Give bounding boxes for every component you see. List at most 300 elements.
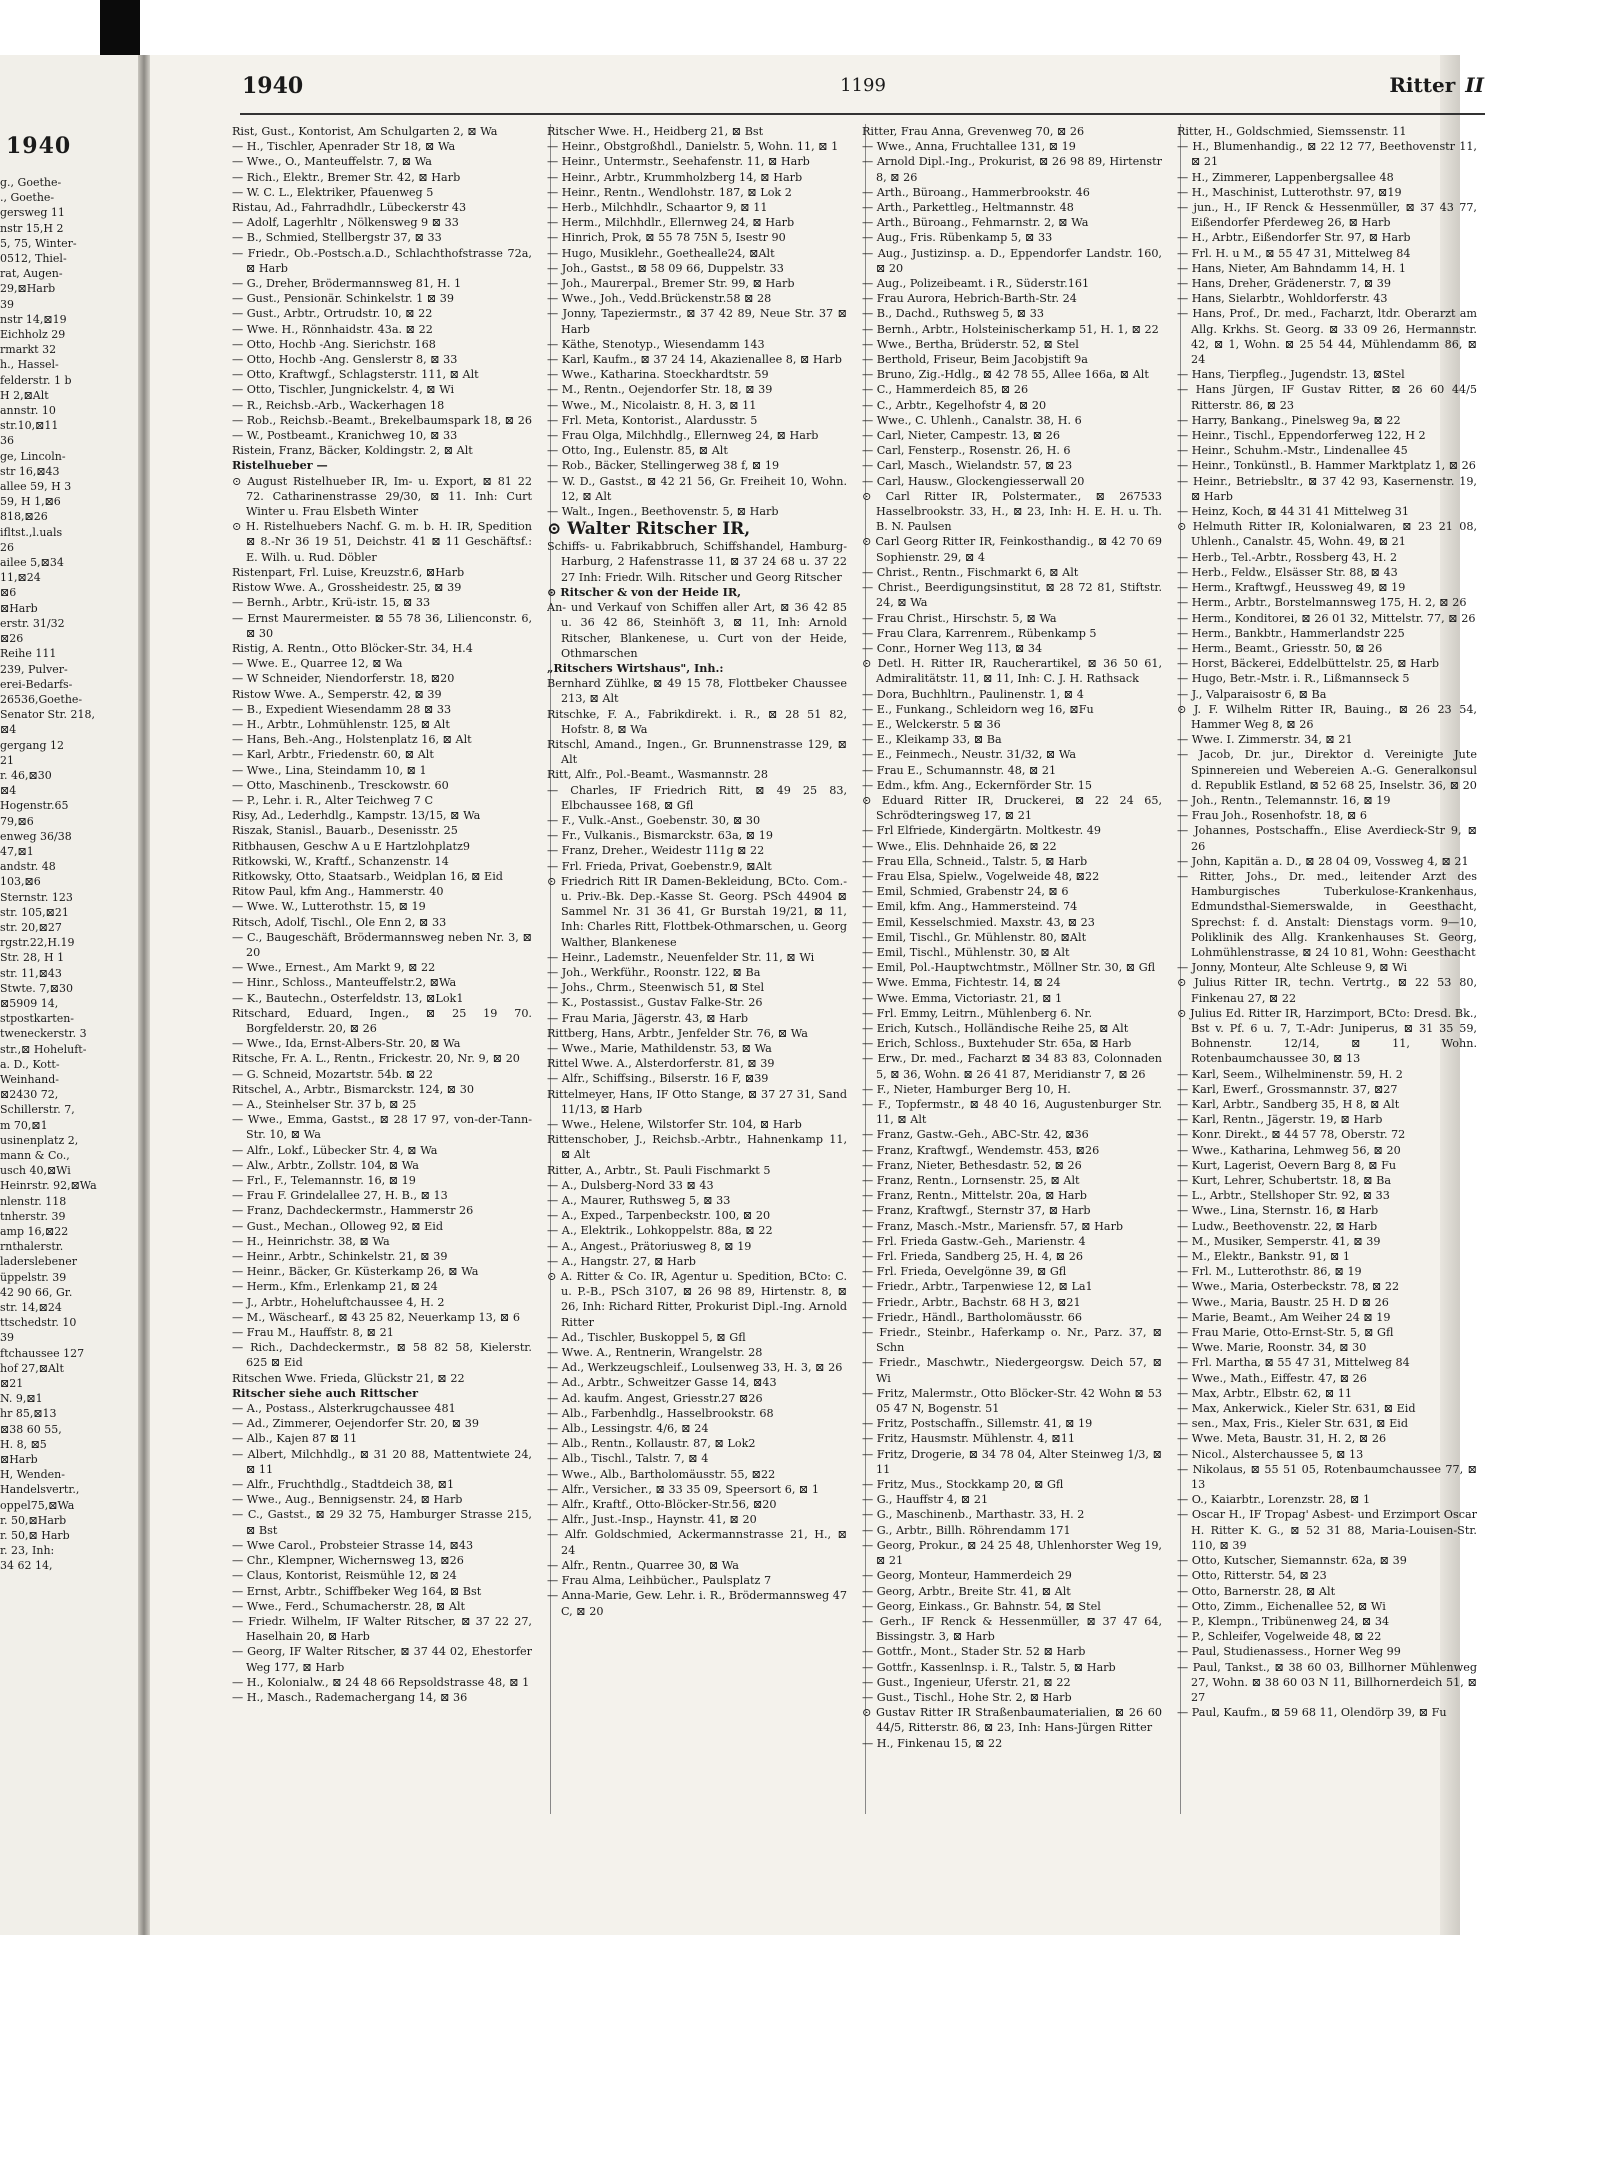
left-page-fragment: Heinrstr. 92,⊠Wa bbox=[0, 1179, 97, 1193]
left-page-fragment: 0512, Thiel- bbox=[0, 252, 67, 266]
left-page-fragment: erstr. 31/32 bbox=[0, 616, 65, 630]
directory-entry: — Kurt, Lehrer, Schubertstr. 18, ⊠ Ba bbox=[1177, 1174, 1392, 1188]
left-page-fragment: nlenstr. 118 bbox=[0, 1194, 67, 1208]
directory-entry: — G., Maschinenb., Marthastr. 33, H. 2 bbox=[862, 1508, 1085, 1522]
directory-entry: — Herb., Feldw., Elsässer Str. 88, ⊠ 43 bbox=[1177, 565, 1398, 579]
directory-entry: — M., Musiker, Semperstr. 41, ⊠ 39 bbox=[1177, 1234, 1381, 1248]
directory-entry: Ritsch, Adolf, Tischl., Ole Enn 2, ⊠ 33 bbox=[232, 915, 447, 929]
directory-entry: — Wwe., Bertha, Brüderstr. 52, ⊠ Stel bbox=[862, 337, 1079, 351]
left-page-fragment: 11,⊠24 bbox=[0, 571, 41, 585]
directory-entry: — Franz, Dachdeckermstr., Hammerstr 26 bbox=[232, 1204, 474, 1218]
directory-entry: — Franz, Nieter, Bethesdastr. 52, ⊠ 26 bbox=[862, 1158, 1082, 1172]
directory-entry: — Max, Ankerwick., Kieler Str. 631, ⊠ Eid bbox=[1177, 1402, 1416, 1416]
directory-entry: — Heinr., Arbtr., Schinkelstr. 21, ⊠ 39 bbox=[232, 1250, 448, 1264]
directory-entry: — Otto, Tischler, Jungnickelstr. 4, ⊠ Wi bbox=[232, 383, 455, 397]
directory-entry: — Harry, Bankang., Pinelsweg 9a, ⊠ 22 bbox=[1177, 413, 1401, 427]
left-page-fragment: 818,⊠26 bbox=[0, 510, 48, 524]
directory-entry: Ritbhausen, Geschw A u E Hartzlohplatz9 bbox=[232, 839, 471, 853]
directory-entry: — Herm., Kraftwgf., Heussweg 49, ⊠ 19 bbox=[1177, 581, 1406, 595]
left-page-fragment: ., Goethe- bbox=[0, 191, 55, 205]
left-page-fragment: gergang 12 bbox=[0, 738, 65, 752]
directory-entry: ⊙ J. F. Wilhelm Ritter IR, Bauing., ⊠ 26 23 54, Hammer Weg 8, ⊠ 26 bbox=[1177, 702, 1477, 731]
directory-entry: — Gottfr., Mont., Stader Str. 52 ⊠ Harb bbox=[862, 1645, 1086, 1659]
directory-entry: — Aug., Fris. Rübenkamp 5, ⊠ 33 bbox=[862, 231, 1053, 245]
left-page-fragment: ⊠5909 14, bbox=[0, 996, 59, 1010]
left-page-fragments bbox=[0, 175, 140, 1574]
directory-entry: — Franz, Kraftwgf., Sternstr 37, ⊠ Harb bbox=[862, 1204, 1091, 1218]
left-page-fragment: 5, 75, Winter- bbox=[0, 236, 77, 250]
left-page-fragment: r. 23, Inh: bbox=[0, 1544, 55, 1558]
directory-entry: — Otto, Hochb -Ang. Sierichstr. 168 bbox=[232, 337, 436, 351]
directory-entry: Rittberg, Hans, Arbtr., Jenfelder Str. 76, ⊠ Wa bbox=[547, 1026, 808, 1040]
directory-entry: ⊙ Friedrich Ritt IR Damen-Bekleidung, BCto. Com.-u. Priv.-Bk. Dep.-Kasse St. Georg. PSch 44904 ⊠ Sammel Nr. 31 36 41, Gr Burstah 19/21, ⊠ 11, Inh: Charles Ritt, Flottbek-Othmarschen, u. Georg Walther, Blankenese bbox=[547, 874, 847, 949]
left-page-fragment: gersweg 11 bbox=[0, 206, 65, 220]
directory-entry: — Heinr., Untermstr., Seehafenstr. 11, ⊠ Harb bbox=[547, 155, 810, 169]
directory-entry: — Carl, Fensterp., Rosenstr. 26, H. 6 bbox=[862, 444, 1071, 458]
left-page-fragment: h., Hassel- bbox=[0, 358, 59, 372]
left-page-fragment: 36 bbox=[0, 434, 14, 448]
left-page-fragment: ⊠4 bbox=[0, 723, 17, 737]
directory-column-2 bbox=[547, 124, 847, 1814]
directory-entry: — H., Zimmerer, Lappenbergsallee 48 bbox=[1177, 170, 1394, 184]
directory-entry: — Frau Christ., Hirschstr. 5, ⊠ Wa bbox=[862, 611, 1057, 625]
directory-entry: Ritter, H., Goldschmied, Siemssenstr. 11 bbox=[1177, 125, 1407, 138]
directory-entry: — jun., H., IF Renck & Hessenmüller, ⊠ 37 43 77, Eißendorfer Pferdeweg 26, ⊠ Harb bbox=[1177, 201, 1477, 230]
left-page-fragment: ⊠26 bbox=[0, 632, 24, 646]
left-page-fragment: ⊠Harb bbox=[0, 601, 38, 615]
left-page-fragment: 26536,Goethe- bbox=[0, 692, 83, 706]
directory-entry: Ritscher Wwe. H., Heidberg 21, ⊠ Bst bbox=[547, 125, 764, 138]
directory-entry: — M., Wäschearf., ⊠ 43 25 82, Neuerkamp 13, ⊠ 6 bbox=[232, 1310, 520, 1324]
directory-entry: — P., Schleifer, Vogelweide 48, ⊠ 22 bbox=[1177, 1630, 1382, 1644]
left-page-fragment: tweneckerstr. 3 bbox=[0, 1027, 87, 1041]
directory-entry: — Hinrich, Prok, ⊠ 55 78 75N 5, Isestr 90 bbox=[547, 231, 786, 245]
directory-entry: — Wwe. H., Rönnhaidstr. 43a. ⊠ 22 bbox=[232, 322, 433, 336]
directory-entry: — Wwe. Marie, Roonstr. 34, ⊠ 30 bbox=[1177, 1341, 1367, 1355]
directory-entry: — B., Dachd., Ruthsweg 5, ⊠ 33 bbox=[862, 307, 1044, 321]
directory-entry: — Conr., Horner Weg 113, ⊠ 34 bbox=[862, 641, 1043, 655]
directory-entry: — Georg, Arbtr., Breite Str. 41, ⊠ Alt bbox=[862, 1584, 1071, 1598]
directory-entry: — Kurt, Lagerist, Oevern Barg 8, ⊠ Fu bbox=[1177, 1158, 1397, 1172]
directory-entry: — Wwe., O., Manteuffelstr. 7, ⊠ Wa bbox=[232, 155, 432, 169]
directory-entry: — Frl. H. u M., ⊠ 55 47 31, Mittelweg 84 bbox=[1177, 246, 1411, 260]
left-page-fragment: enweg 36/38 bbox=[0, 829, 72, 843]
directory-entry: Ritsche, Fr. A. L., Rentn., Frickestr. 20, Nr. 9, ⊠ 20 bbox=[232, 1052, 520, 1066]
directory-entry: — Hans, Dreher, Grädenerstr. 7, ⊠ 39 bbox=[1177, 277, 1391, 291]
directory-entry: — Arth., Büroang., Fehmarnstr. 2, ⊠ Wa bbox=[862, 216, 1089, 230]
directory-entry: — Wwe., Emma, Gastst., ⊠ 28 17 97, von-der-Tann-Str. 10, ⊠ Wa bbox=[232, 1113, 532, 1142]
page-header bbox=[242, 73, 1484, 109]
directory-entry: — Paul, Tankst., ⊠ 38 60 03, Billhorner Mühlenweg 27, Wohn. ⊠ 38 60 03 N 11, Billhornerdeich 51, ⊠ 27 bbox=[1177, 1660, 1477, 1704]
directory-entry: — Frau Elsa, Spielw., Vogelweide 48, ⊠22 bbox=[862, 869, 1100, 883]
directory-entry: — Wwe., Katharina, Lehmweg 56, ⊠ 20 bbox=[1177, 1143, 1401, 1157]
directory-entry: — A., Exped., Tarpenbeckstr. 100, ⊠ 20 bbox=[547, 1209, 771, 1223]
directory-entry: — Heinr., Schuhm.-Mstr., Lindenallee 45 bbox=[1177, 444, 1408, 458]
left-page-fragment: Senator Str. 218, bbox=[0, 708, 95, 722]
directory-entry: ⊙ Walter Ritscher IR, bbox=[547, 519, 751, 540]
directory-entry: — Frl. Emmy, Leitrn., Mühlenberg 6. Nr. bbox=[862, 1006, 1093, 1020]
directory-entry: ⊙ Detl. H. Ritter IR, Raucherartikel, ⊠ 36 50 61, Admiralitätstr. 11, ⊠ 11, Inh: C. J. H. Rathsack bbox=[862, 657, 1162, 686]
directory-entry: — Emil, kfm. Ang., Hammersteind. 74 bbox=[862, 900, 1078, 914]
directory-entry: — Wwe Carol., Probsteier Strasse 14, ⊠43 bbox=[232, 1538, 474, 1552]
directory-entry: — A., Postass., Alsterkrugchaussee 481 bbox=[232, 1402, 456, 1416]
directory-entry: — Dora, Buchhltrn., Paulinenstr. 1, ⊠ 4 bbox=[862, 687, 1084, 701]
directory-entry: — F., Topfermstr., ⊠ 48 40 16, Augustenburger Str. 11, ⊠ Alt bbox=[862, 1098, 1162, 1127]
directory-entry: — Fritz, Malermstr., Otto Blöcker-Str. 42 Wohn ⊠ 53 05 47 N, Bogenstr. 51 bbox=[862, 1386, 1162, 1416]
directory-entry: — Emil, Schmied, Grabenstr 24, ⊠ 6 bbox=[862, 885, 1069, 899]
directory-entry: — Carl, Hausw., Glockengiesserwall 20 bbox=[862, 474, 1085, 488]
directory-entry: Ritter, A., Arbtr., St. Pauli Fischmarkt 5 bbox=[547, 1163, 771, 1177]
directory-entry: — Wwe. W., Lutterothstr. 15, ⊠ 19 bbox=[232, 900, 426, 914]
left-page-fragment: str 16,⊠43 bbox=[0, 464, 60, 478]
directory-entry: — R., Reichsb.-Arb., Wackerhagen 18 bbox=[232, 398, 445, 412]
directory-entry: — Friedr. Wilhelm, IF Walter Ritscher, ⊠ 37 22 27, Haselhain 20, ⊠ Harb bbox=[232, 1614, 532, 1644]
left-page-fragment: usch 40,⊠Wi bbox=[0, 1164, 71, 1178]
left-page-fragment: Stwte. 7,⊠30 bbox=[0, 981, 74, 995]
directory-entry: — Frau E., Schumannstr. 48, ⊠ 21 bbox=[862, 763, 1057, 777]
directory-entry: — Jacob, Dr. jur., Direktor d. Vereinigte Jute Spinnereien und Webereien A.-G. Generalkonsul d. Republik Estland, ⊠ 52 68 25, Inselstr. 36, ⊠ 20 bbox=[1177, 748, 1477, 792]
directory-entry: — Fritz, Drogerie, ⊠ 34 78 04, Alter Steinweg 1/3, ⊠ 11 bbox=[862, 1447, 1162, 1476]
directory-entry: — Alb., Lessingstr. 4/6, ⊠ 24 bbox=[547, 1422, 709, 1436]
directory-entry: — Frau Marie, Otto-Ernst-Str. 5, ⊠ Gfl bbox=[1177, 1326, 1394, 1340]
directory-entry: — F., Vulk.-Anst., Goebenstr. 30, ⊠ 30 bbox=[547, 813, 761, 827]
left-page-fragment: mann & Co., bbox=[0, 1149, 70, 1162]
left-page-fragment: hof 27,⊠Alt bbox=[0, 1361, 64, 1375]
directory-entry: Schiffs- u. Fabrikabbruch, Schiffshandel, Hamburg-Harburg, 2 Hafenstrasse 11, ⊠ 37 24 68 u. 37 22 27 Inh: Friedr. Wilh. Ritscher und Georg Ritscher bbox=[547, 540, 847, 584]
directory-entry: — Gust., Arbtr., Ortrudstr. 10, ⊠ 22 bbox=[232, 307, 433, 321]
directory-entry: — Otto, Kraftwgf., Schlagsterstr. 111, ⊠ Alt bbox=[232, 368, 479, 382]
left-page-fragment: stpostkarten- bbox=[0, 1012, 75, 1026]
directory-entry: — Ad., Werkzeugschleif., Loulsenweg 33, H. 3, ⊠ 26 bbox=[547, 1361, 843, 1375]
directory-entry: — G., Dreher, Brödermannsweg 81, H. 1 bbox=[232, 277, 462, 291]
left-page-fragment: g., Goethe- bbox=[0, 176, 62, 189]
directory-entry: — Wwe. A., Rentnerin, Wrangelstr. 28 bbox=[547, 1346, 763, 1360]
directory-entry: — Ad., Zimmerer, Oejendorfer Str. 20, ⊠ 39 bbox=[232, 1417, 479, 1431]
directory-entry: — Wwe., Joh., Vedd.Brückenstr.58 ⊠ 28 bbox=[547, 292, 772, 306]
directory-entry: — Bernh., Arbtr., Krü-istr. 15, ⊠ 33 bbox=[232, 596, 431, 610]
directory-entry: — W Schneider, Niendorferstr. 18, ⊠20 bbox=[232, 672, 455, 686]
directory-entry: — Joh., Rentn., Telemannstr. 16, ⊠ 19 bbox=[1177, 793, 1391, 807]
left-page-fragment: 103,⊠6 bbox=[0, 875, 41, 889]
directory-entry: — Franz, Rentn., Mittelstr. 20a, ⊠ Harb bbox=[862, 1189, 1087, 1203]
directory-entry: Rist, Gust., Kontorist, Am Schulgarten 2, ⊠ Wa bbox=[232, 125, 498, 138]
directory-entry: — Nikolaus, ⊠ 55 51 05, Rotenbaumchaussee 77, ⊠ 13 bbox=[1177, 1462, 1477, 1492]
directory-entry: — Frau Joh., Rosenhofstr. 18, ⊠ 6 bbox=[1177, 809, 1368, 823]
directory-entry: — Nicol., Alsterchaussee 5, ⊠ 13 bbox=[1177, 1447, 1364, 1461]
directory-entry: — Wwe., Katharina. Stoeckhardtstr. 59 bbox=[547, 368, 769, 382]
directory-entry: Ristau, Ad., Fahrradhdlr., Lübeckerstr 43 bbox=[232, 201, 467, 215]
directory-entry: — E., Welckerstr. 5 ⊠ 36 bbox=[862, 717, 1001, 731]
directory-entry: — Heinr., Lademstr., Neuenfelder Str. 11, ⊠ Wi bbox=[547, 950, 815, 964]
directory-entry: — Hans, Sielarbtr., Wohldorferstr. 43 bbox=[1177, 292, 1388, 306]
directory-entry: — Heinr., Tischl., Eppendorferweg 122, H 2 bbox=[1177, 429, 1426, 443]
directory-entry: — Hugo, Betr.-Mstr. i. R., Lißmannseck 5 bbox=[1177, 672, 1410, 686]
directory-entry: — Wwe. Meta, Baustr. 31, H. 2, ⊠ 26 bbox=[1177, 1432, 1387, 1446]
left-page-fragment: ⊠6 bbox=[0, 586, 17, 600]
left-page-fragment: 47,⊠1 bbox=[0, 844, 34, 858]
directory-entry: — Carl, Nieter, Campestr. 13, ⊠ 26 bbox=[862, 429, 1060, 443]
directory-entry: — H., Masch., Rademachergang 14, ⊠ 36 bbox=[232, 1690, 468, 1704]
directory-entry: — Otto, Maschinenb., Tresckowstr. 60 bbox=[232, 778, 449, 792]
directory-entry: — H., Finkenau 15, ⊠ 22 bbox=[862, 1736, 1003, 1750]
header-rule bbox=[240, 113, 1485, 115]
directory-entry: — Otto, Ritterstr. 54, ⊠ 23 bbox=[1177, 1569, 1327, 1583]
directory-entry: — Rob., Bäcker, Stellingerweg 38 f, ⊠ 19 bbox=[547, 459, 780, 473]
directory-entry: — Wwe., Maria, Baustr. 25 H. D ⊠ 26 bbox=[1177, 1295, 1389, 1309]
directory-entry: — P., Lehr. i. R., Alter Teichweg 7 C bbox=[232, 793, 434, 807]
directory-entry: — Franz, Dreher., Weidestr 111g ⊠ 22 bbox=[547, 844, 765, 858]
directory-entry: — Hugo, Musiklehr., Goethealle24, ⊠Alt bbox=[547, 246, 775, 260]
directory-entry: — Otto, Hochb -Ang. Genslerstr 8, ⊠ 33 bbox=[232, 353, 458, 367]
directory-entry: — H., Maschinist, Lutterothstr. 97, ⊠19 bbox=[1177, 185, 1402, 199]
directory-entry: — Frl. Frieda Gastw.-Geh., Marienstr. 4 bbox=[862, 1234, 1086, 1248]
directory-entry: — Edm., kfm. Ang., Eckernförder Str. 15 bbox=[862, 778, 1093, 792]
directory-entry: — C., Gastst., ⊠ 29 32 75, Hamburger Strasse 215, ⊠ Bst bbox=[232, 1508, 532, 1537]
directory-entry: — A., Elektrik., Lohkoppelstr. 88a, ⊠ 22 bbox=[547, 1224, 773, 1238]
directory-entry: — Alw., Arbtr., Zollstr. 104, ⊠ Wa bbox=[232, 1158, 419, 1172]
directory-entry: — A., Maurer, Ruthsweg 5, ⊠ 33 bbox=[547, 1194, 731, 1208]
directory-entry: — Ludw., Beethovenstr. 22, ⊠ Harb bbox=[1177, 1219, 1378, 1233]
directory-entry: — Frau Olga, Milchhdlg., Ellernweg 24, ⊠ Harb bbox=[547, 429, 819, 443]
directory-entry: — M., Elektr., Bankstr. 91, ⊠ 1 bbox=[1177, 1250, 1351, 1264]
directory-entry: — Bruno, Zig.-Hdlg., ⊠ 42 78 55, Allee 166a, ⊠ Alt bbox=[862, 368, 1149, 382]
directory-entry: — Frl. M., Lutterothstr. 86, ⊠ 19 bbox=[1177, 1265, 1362, 1279]
directory-entry: — Paul, Kaufm., ⊠ 59 68 11, Olendörp 39, ⊠ Fu bbox=[1177, 1706, 1447, 1720]
directory-entry: — H., Blumenhandig., ⊠ 22 12 77, Beethovenstr 11, ⊠ 21 bbox=[1177, 140, 1477, 169]
directory-entry: — Gust., Ingenieur, Uferstr. 21, ⊠ 22 bbox=[862, 1675, 1071, 1689]
directory-entry: — Friedr., Maschwtr., Niedergeorgsw. Deich 57, ⊠ Wi bbox=[862, 1356, 1162, 1385]
directory-entry: — Anna-Marie, Gew. Lehr. i. R., Brödermannsweg 47 C, ⊠ 20 bbox=[547, 1589, 847, 1618]
left-page-fragment: str. 14,⊠24 bbox=[0, 1301, 62, 1315]
directory-entry: — Wwe. Emma, Fichtestr. 14, ⊠ 24 bbox=[862, 976, 1061, 990]
left-page-fragment: rat, Augen- bbox=[0, 267, 63, 281]
directory-entry: Ristenpart, Frl. Luise, Kreuzstr.6, ⊠Harb bbox=[232, 565, 465, 579]
directory-entry: — Arth., Büroang., Hammerbrookstr. 46 bbox=[862, 185, 1090, 199]
directory-entry: — Hans, Prof., Dr. med., Facharzt, ltdr. Oberarzt am Allg. Krkhs. St. Georg. ⊠ 33 09 26, Hermannstr. 42, ⊠ 1, Wohn. ⊠ 25 54 44, Mühlendamm 86, ⊠ 24 bbox=[1177, 307, 1477, 367]
directory-entry: — Fr., Vulkanis., Bismarckstr. 63a, ⊠ 19 bbox=[547, 829, 773, 843]
directory-entry: — H., Tischler, Apenrader Str 18, ⊠ Wa bbox=[232, 140, 456, 154]
left-page-fragment: ⊠21 bbox=[0, 1377, 24, 1391]
directory-entry: — Fritz, Hausmstr. Mühlenstr. 4, ⊠11 bbox=[862, 1432, 1075, 1446]
left-page-fragment: str.10,⊠11 bbox=[0, 419, 59, 433]
directory-entry: — Max, Arbtr., Elbstr. 62, ⊠ 11 bbox=[1177, 1386, 1353, 1400]
left-page-fragment: a. D., Kott- bbox=[0, 1057, 60, 1071]
left-page-fragment: laderslebener bbox=[0, 1255, 77, 1269]
directory-entry: Ritter, Frau Anna, Grevenweg 70, ⊠ 26 bbox=[862, 125, 1085, 138]
left-page-fragment: str. 20,⊠27 bbox=[0, 920, 62, 934]
directory-entry: Ritschke, F. A., Fabrikdirekt. i. R., ⊠ 28 51 82, Hofstr. 8, ⊠ Wa bbox=[547, 707, 847, 736]
directory-entry: — Otto, Barnerstr. 28, ⊠ Alt bbox=[1177, 1584, 1336, 1598]
directory-entry: Ristow Wwe. A., Semperstr. 42, ⊠ 39 bbox=[232, 687, 442, 701]
directory-entry: — Georg, Monteur, Hammerdeich 29 bbox=[862, 1569, 1072, 1583]
directory-entry: — Joh., Maurerpal., Bremer Str. 99, ⊠ Harb bbox=[547, 277, 795, 291]
directory-entry: — J., Valparaisostr 6, ⊠ Ba bbox=[1177, 687, 1327, 701]
directory-entry: Rittel Wwe. A., Alsterdorferstr. 81, ⊠ 39 bbox=[547, 1057, 775, 1071]
directory-entry: Ritschard, Eduard, Ingen., ⊠ 25 19 70. Borgfelderstr. 20, ⊠ 26 bbox=[232, 1006, 532, 1035]
left-page-fragment: 29,⊠Harb bbox=[0, 282, 56, 296]
directory-entry: Ritscher siehe auch Rittscher bbox=[232, 1385, 419, 1400]
directory-entry: — Alfr. Goldschmied, Ackermannstrasse 21, H., ⊠ 24 bbox=[547, 1528, 847, 1557]
directory-entry: — Georg, IF Walter Ritscher, ⊠ 37 44 02, Ehestorfer Weg 177, ⊠ Harb bbox=[232, 1645, 532, 1674]
directory-entry: — Joh., Gastst., ⊠ 58 09 66, Duppelstr. 33 bbox=[547, 261, 784, 275]
directory-entry: — Claus, Kontorist, Reismühle 12, ⊠ 24 bbox=[232, 1569, 457, 1583]
directory-column-4 bbox=[1177, 124, 1477, 1814]
left-page-fragment: str.,⊠ Hoheluft- bbox=[0, 1042, 87, 1056]
left-page-fragment: Handelsvertr., bbox=[0, 1483, 80, 1497]
directory-entry: — Karl, Seem., Wilhelminenstr. 59, H. 2 bbox=[1177, 1067, 1403, 1081]
directory-entry: Ritschen Wwe. Frieda, Glückstr 21, ⊠ 22 bbox=[232, 1371, 465, 1385]
directory-entry: — Rich., Dachdeckermstr., ⊠ 58 82 58, Kielerstr. 625 ⊠ Eid bbox=[232, 1341, 532, 1370]
directory-entry: — Fritz, Postschaffn., Sillemstr. 41, ⊠ 19 bbox=[862, 1417, 1093, 1431]
directory-entry: Rittelmeyer, Hans, IF Otto Stange, ⊠ 37 27 31, Sand 11/13, ⊠ Harb bbox=[547, 1087, 847, 1116]
directory-entry: — Jonny, Monteur, Alte Schleuse 9, ⊠ Wi bbox=[1177, 961, 1408, 975]
directory-entry: — Ad., Tischler, Buskoppel 5, ⊠ Gfl bbox=[547, 1330, 746, 1344]
directory-entry: Ristow Wwe. A., Grossheidestr. 25, ⊠ 39 bbox=[232, 581, 462, 595]
directory-entry: ⊙ Julius Ed. Ritter IR, Harzimport, BCto: Dresd. Bk., Bst v. Pf. 6 u. 7, T.-Adr: Juniperus, ⊠ 31 35 59, Bohnenstr. 12/14, ⊠ 11, Wohn. Rotenbaumchaussee 30, ⊠ 13 bbox=[1177, 1006, 1477, 1066]
left-page-fragment: amp 16,⊠22 bbox=[0, 1225, 69, 1239]
directory-entry: Ritkowsky, Otto, Staatsarb., Weidplan 16, ⊠ Eid bbox=[232, 869, 503, 883]
directory-entry: — Franz, Masch.-Mstr., Mariensfr. 57, ⊠ Harb bbox=[862, 1219, 1124, 1233]
directory-entry: — Erich, Schloss., Buxtehuder Str. 65a, ⊠ Harb bbox=[862, 1037, 1132, 1051]
directory-entry: — Emil, Pol.-Hauptwchtmstr., Möllner Str. 30, ⊠ Gfl bbox=[862, 961, 1156, 975]
directory-entry: — Rob., Reichsb.-Beamt., Brekelbaumspark 18, ⊠ 26 bbox=[232, 413, 532, 427]
directory-entry: — O., Kaiarbtr., Lorenzstr. 28, ⊠ 1 bbox=[1177, 1493, 1371, 1507]
left-page-fragment: usinenplatz 2, bbox=[0, 1133, 79, 1147]
book-gutter bbox=[138, 55, 150, 1935]
directory-entry: — Käthe, Stenotyp., Wiesendamm 143 bbox=[547, 337, 765, 351]
directory-entry: — Ritter, Johs., Dr. med., leitender Arzt des Hamburgisches Tuberkulose-Krankenhaus, Edmundsthal-Siemerswalde, in Geesthacht, Sprechst: f. d. Anstalt: Dienstags vorm. 9—10, Poliklinik des Allg. Krankenhauses St. Georg, Lohmühlenstrasse, ⊠ 24 10 81, Wohn: Geesthacht bbox=[1177, 869, 1477, 959]
directory-entry: — A., Hangstr. 27, ⊠ Harb bbox=[547, 1254, 696, 1268]
directory-entry: — Aug., Justizinsp. a. D., Eppendorfer Landstr. 160, ⊠ 20 bbox=[862, 246, 1162, 275]
directory-entry: Ristein, Franz, Bäcker, Koldingstr. 2, ⊠ Alt bbox=[232, 444, 473, 458]
left-page-fragment: Eichholz 29 bbox=[0, 328, 66, 342]
directory-entry: — Wwe., Anna, Fruchtallee 131, ⊠ 19 bbox=[862, 140, 1076, 154]
directory-entry: — W. D., Gastst., ⊠ 42 21 56, Gr. Freiheit 10, Wohn. 12, ⊠ Alt bbox=[547, 474, 847, 503]
directory-entry: — G., Hauffstr 4, ⊠ 21 bbox=[862, 1493, 989, 1507]
directory-entry: — W., Postbeamt., Kranichweg 10, ⊠ 33 bbox=[232, 429, 458, 443]
directory-entry: — A., Dulsberg-Nord 33 ⊠ 43 bbox=[547, 1178, 714, 1192]
directory-entry: — Berthold, Friseur, Beim Jacobjstift 9a bbox=[862, 353, 1088, 367]
directory-entry: ⊙ Carl Georg Ritter IR, Feinkosthandig., ⊠ 42 70 69 Sophienstr. 29, ⊠ 4 bbox=[862, 535, 1162, 564]
directory-entry: — Herm., Milchhdlr., Ellernweg 24, ⊠ Harb bbox=[547, 216, 795, 230]
left-page-fragment: r. 50,⊠Harb bbox=[0, 1513, 67, 1527]
directory-entry: — Frau Maria, Jägerstr. 43, ⊠ Harb bbox=[547, 1011, 749, 1025]
directory-entry: Riszak, Stanisl., Bauarb., Desenisstr. 25 bbox=[232, 824, 458, 838]
directory-entry: — Gust., Tischl., Hohe Str. 2, ⊠ Harb bbox=[862, 1690, 1072, 1704]
directory-entry: — Wwe., Marie, Mathildenstr. 53, ⊠ Wa bbox=[547, 1041, 772, 1055]
directory-entry: — Herm., Kfm., Erlenkamp 21, ⊠ 24 bbox=[232, 1280, 438, 1294]
left-page-fragment: H. 8, ⊠5 bbox=[0, 1437, 47, 1451]
directory-entry: — P., Klempn., Tribünenweg 24, ⊠ 34 bbox=[1177, 1614, 1390, 1628]
directory-entry: — Franz, Kraftwgf., Wendemstr. 453, ⊠26 bbox=[862, 1143, 1100, 1157]
left-page-fragment: üppelstr. 39 bbox=[0, 1270, 67, 1284]
directory-entry: — Johannes, Postschaffn., Elise Averdieck-Str 9, ⊠ 26 bbox=[1177, 824, 1477, 853]
directory-entry: — Frau M., Hauffstr. 8, ⊠ 21 bbox=[232, 1326, 394, 1340]
directory-entry: — Herm., Bankbtr., Hammerlandstr 225 bbox=[1177, 626, 1405, 640]
directory-entry: — Konr. Direkt., ⊠ 44 57 78, Oberstr. 72 bbox=[1177, 1128, 1406, 1142]
directory-column-3 bbox=[862, 124, 1162, 1814]
directory-entry: — Ernst, Arbtr., Schiffbeker Weg 164, ⊠ Bst bbox=[232, 1584, 482, 1598]
left-page-fragment: N. 9,⊠1 bbox=[0, 1392, 43, 1406]
directory-entry: — Carl, Masch., Wielandstr. 57, ⊠ 23 bbox=[862, 459, 1073, 473]
directory-entry: — Wwe., Aug., Bennigsenstr. 24, ⊠ Harb bbox=[232, 1493, 463, 1507]
running-title-name: Ritter bbox=[1389, 73, 1456, 97]
left-page-fragment: r. 46,⊠30 bbox=[0, 768, 52, 782]
directory-entry: — Frl. Frieda, Privat, Goebenstr.9, ⊠Alt bbox=[547, 859, 772, 873]
left-page-fragment: 79,⊠6 bbox=[0, 814, 34, 828]
directory-entry: — Herm., Beamt., Griesstr. 50, ⊠ 26 bbox=[1177, 641, 1383, 655]
left-page-fragment: Reihe 111 bbox=[0, 647, 57, 661]
directory-entry: — E., Funkang., Schleidorn weg 16, ⊠Fu bbox=[862, 702, 1094, 716]
left-page-fragment: felderstr. 1 b bbox=[0, 373, 72, 387]
directory-entry: — H., Arbtr., Eißendorfer Str. 97, ⊠ Harb bbox=[1177, 231, 1411, 245]
directory-entry: — Frl., F., Telemannstr. 16, ⊠ 19 bbox=[232, 1174, 416, 1188]
directory-entry: — Alb., Farbenhdlg., Hasselbrookstr. 68 bbox=[547, 1406, 774, 1420]
directory-entry: — Hans, Tierpfleg., Jugendstr. 13, ⊠Stel bbox=[1177, 368, 1405, 382]
directory-entry: — Horst, Bäckerei, Eddelbüttelstr. 25, ⊠ Harb bbox=[1177, 657, 1440, 671]
directory-entry: ⊙ Carl Ritter IR, Polstermater., ⊠ 267533 Hasselbrookstr. 33, H., ⊠ 23, Inh: H. E. H. u. Th. B. N. Paulsen bbox=[862, 489, 1162, 534]
directory-entry: — C., Baugeschäft, Brödermannsweg neben Nr. 3, ⊠ 20 bbox=[232, 930, 532, 959]
directory-entry: — A., Angest., Prätoriusweg 8, ⊠ 19 bbox=[547, 1239, 752, 1253]
running-title bbox=[1389, 73, 1484, 97]
directory-entry: — Heinr., Rentn., Wendlohstr. 187, ⊠ Lok 2 bbox=[547, 185, 792, 199]
left-page-fragment: str. 105,⊠21 bbox=[0, 905, 69, 919]
directory-entry: — Gust., Pensionär. Schinkelstr. 1 ⊠ 39 bbox=[232, 292, 455, 306]
directory-entry: — K., Bautechn., Osterfeldstr. 13, ⊠Lok1 bbox=[232, 991, 464, 1005]
left-page-fragment: allee 59, H 3 bbox=[0, 480, 72, 494]
directory-entry: — H., Kolonialw., ⊠ 24 48 66 Repsoldstrasse 48, ⊠ 1 bbox=[232, 1675, 530, 1689]
directory-entry: — E., Feinmech., Neustr. 31/32, ⊠ Wa bbox=[862, 748, 1077, 762]
left-page-year: 1940 bbox=[6, 133, 72, 159]
directory-entry: ⊙ H. Ristelhuebers Nachf. G. m. b. H. IR, Spedition ⊠ 8.-Nr 36 19 51, Deichstr. 41 ⊠ 11 Geschäftsf.: E. Wilh. u. Rud. Döbler bbox=[232, 520, 532, 564]
directory-entry: — Franz, Rentn., Lornsenstr. 25, ⊠ Alt bbox=[862, 1174, 1080, 1188]
directory-entry: — E., Kleikamp 33, ⊠ Ba bbox=[862, 733, 1002, 747]
directory-entry: — C., Arbtr., Kegelhofstr 4, ⊠ 20 bbox=[862, 398, 1047, 412]
directory-entry: — Karl, Arbtr., Sandberg 35, H 8, ⊠ Alt bbox=[1177, 1098, 1400, 1111]
running-title-part: II bbox=[1465, 73, 1484, 97]
directory-entry: — Heinr., Obstgroßhdl., Danielstr. 5, Wohn. 11, ⊠ 1 bbox=[547, 140, 839, 154]
directory-entry: — B., Expedient Wiesendamm 28 ⊠ 33 bbox=[232, 702, 452, 716]
directory-columns bbox=[232, 124, 1492, 1814]
directory-entry: — Frl. Frieda, Sandberg 25, H. 4, ⊠ 26 bbox=[862, 1250, 1083, 1264]
left-page-fragment: 21 bbox=[0, 753, 14, 767]
directory-entry: — Hans Jürgen, IF Gustav Ritter, ⊠ 26 60 44/5 Ritterstr. 86, ⊠ 23 bbox=[1177, 383, 1477, 412]
left-page-fragment: 42 90 66, Gr. bbox=[0, 1285, 73, 1299]
directory-entry: — Frl. Meta, Kontorist., Alardusstr. 5 bbox=[547, 413, 758, 427]
left-page-fragment: Weinhand- bbox=[0, 1072, 60, 1086]
left-page-fragment: H 2,⊠Alt bbox=[0, 388, 49, 402]
directory-entry: — Wwe., Ernest., Am Markt 9, ⊠ 22 bbox=[232, 961, 436, 975]
directory-entry: Ristelhueber — bbox=[232, 458, 328, 473]
directory-entry: ⊙ Gustav Ritter IR Straßenbaumaterialien, ⊠ 26 60 44/5, Ritterstr. 86, ⊠ 23, Inh: Hans-Jürgen Ritter bbox=[862, 1706, 1162, 1735]
directory-entry: — Frau Aurora, Hebrich-Barth-Str. 24 bbox=[862, 292, 1077, 306]
left-page-fragment: 39 bbox=[0, 1331, 14, 1345]
directory-entry: — Emil, Kesselschmied. Maxstr. 43, ⊠ 23 bbox=[862, 915, 1095, 929]
directory-entry: — Ernst Maurermeister. ⊠ 55 78 36, Lilienconstr. 6, ⊠ 30 bbox=[232, 611, 532, 640]
directory-entry: — Frl Elfriede, Kindergärtn. Moltkestr. 49 bbox=[862, 824, 1101, 838]
directory-column-1 bbox=[232, 124, 532, 1814]
directory-entry: — sen., Max, Fris., Kieler Str. 631, ⊠ Eid bbox=[1177, 1417, 1408, 1431]
directory-entry: — Wwe., C. Uhlenh., Canalstr. 38, H. 6 bbox=[862, 413, 1082, 427]
directory-entry: — Otto, Ing., Eulenstr. 85, ⊠ Alt bbox=[547, 444, 728, 458]
directory-entry: — H., Arbtr., Lohmühlenstr. 125, ⊠ Alt bbox=[232, 717, 450, 731]
directory-entry: — Karl, Rentn., Jägerstr. 19, ⊠ Harb bbox=[1177, 1113, 1383, 1127]
directory-entry: — Heinr., Bäcker, Gr. Küsterkamp 26, ⊠ Wa bbox=[232, 1265, 479, 1279]
directory-entry: — Emil, Tischl., Gr. Mühlenstr. 80, ⊠Alt bbox=[862, 930, 1087, 944]
directory-entry: — Otto, Kutscher, Siemannstr. 62a, ⊠ 39 bbox=[1177, 1554, 1407, 1568]
left-page-fragment: ailee 5,⊠34 bbox=[0, 556, 64, 570]
directory-entry: — Alfr., Rentn., Quarree 30, ⊠ Wa bbox=[547, 1558, 739, 1572]
